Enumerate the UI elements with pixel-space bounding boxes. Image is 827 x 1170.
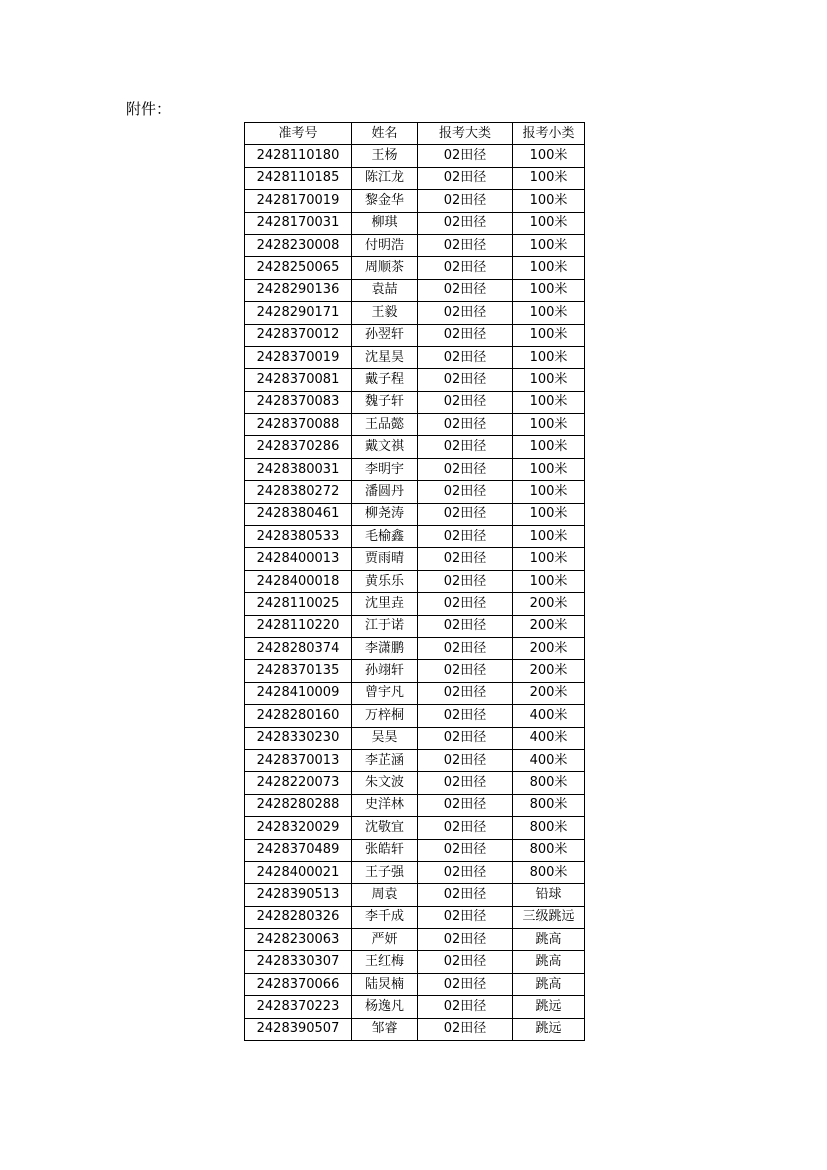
name-cell: 潘圆丹	[352, 481, 418, 503]
category-cell: 02田径	[418, 346, 513, 368]
subcategory-cell: 100米	[513, 145, 585, 167]
subcategory-cell: 100米	[513, 570, 585, 592]
name-cell: 毛榆鑫	[352, 526, 418, 548]
name-cell: 严妍	[352, 929, 418, 951]
table-row	[245, 660, 585, 682]
category-cell: 02田径	[418, 817, 513, 839]
exam-number-cell: 2428320029	[245, 817, 352, 839]
exam-number-cell: 2428370223	[245, 996, 352, 1018]
header-category: 报考大类	[418, 123, 513, 145]
exam-number-cell: 2428370088	[245, 414, 352, 436]
category-cell: 02田径	[418, 861, 513, 883]
subcategory-cell: 200米	[513, 593, 585, 615]
table-row	[245, 145, 585, 167]
table-row	[245, 324, 585, 346]
name-cell: 戴文祺	[352, 436, 418, 458]
table-row	[245, 839, 585, 861]
subcategory-cell: 100米	[513, 436, 585, 458]
category-cell: 02田径	[418, 190, 513, 212]
exam-number-cell: 2428390513	[245, 884, 352, 906]
table-header-row	[245, 123, 585, 145]
name-cell: 周顺茶	[352, 257, 418, 279]
category-cell: 02田径	[418, 794, 513, 816]
exam-number-cell: 2428380533	[245, 526, 352, 548]
subcategory-cell: 100米	[513, 503, 585, 525]
name-cell: 江于诺	[352, 615, 418, 637]
table-row	[245, 772, 585, 794]
table-row	[245, 302, 585, 324]
name-cell: 孙翊轩	[352, 660, 418, 682]
exam-number-cell: 2428380461	[245, 503, 352, 525]
table-row	[245, 212, 585, 234]
category-cell: 02田径	[418, 682, 513, 704]
name-cell: 邹睿	[352, 1018, 418, 1040]
name-cell: 李千成	[352, 906, 418, 928]
subcategory-cell: 跳高	[513, 929, 585, 951]
table-row	[245, 861, 585, 883]
name-cell: 周袁	[352, 884, 418, 906]
category-cell: 02田径	[418, 660, 513, 682]
subcategory-cell: 100米	[513, 414, 585, 436]
name-cell: 陈江龙	[352, 167, 418, 189]
exam-number-cell: 2428250065	[245, 257, 352, 279]
exam-number-cell: 2428370489	[245, 839, 352, 861]
table-row	[245, 973, 585, 995]
exam-number-cell: 2428280326	[245, 906, 352, 928]
subcategory-cell: 三级跳远	[513, 906, 585, 928]
name-cell: 王杨	[352, 145, 418, 167]
subcategory-cell: 跳高	[513, 973, 585, 995]
name-cell: 黄乐乐	[352, 570, 418, 592]
subcategory-cell: 100米	[513, 279, 585, 301]
exam-number-cell: 2428280288	[245, 794, 352, 816]
subcategory-cell: 跳远	[513, 1018, 585, 1040]
name-cell: 柳尧涛	[352, 503, 418, 525]
subcategory-cell: 200米	[513, 660, 585, 682]
exam-number-cell: 2428280374	[245, 637, 352, 659]
subcategory-cell: 200米	[513, 682, 585, 704]
table-row	[245, 817, 585, 839]
exam-number-cell: 2428370135	[245, 660, 352, 682]
category-cell: 02田径	[418, 503, 513, 525]
category-cell: 02田径	[418, 593, 513, 615]
subcategory-cell: 200米	[513, 615, 585, 637]
name-cell: 王红梅	[352, 951, 418, 973]
exam-number-cell: 2428370286	[245, 436, 352, 458]
table-row	[245, 906, 585, 928]
name-cell: 李潇鹏	[352, 637, 418, 659]
category-cell: 02田径	[418, 929, 513, 951]
category-cell: 02田径	[418, 167, 513, 189]
table-row	[245, 414, 585, 436]
category-cell: 02田径	[418, 458, 513, 480]
table-row	[245, 548, 585, 570]
subcategory-cell: 跳高	[513, 951, 585, 973]
subcategory-cell: 跳远	[513, 996, 585, 1018]
exam-number-cell: 2428410009	[245, 682, 352, 704]
exam-number-cell: 2428110185	[245, 167, 352, 189]
subcategory-cell: 100米	[513, 481, 585, 503]
table-row	[245, 794, 585, 816]
name-cell: 王品懿	[352, 414, 418, 436]
registration-table	[244, 122, 585, 1041]
name-cell: 曾宇凡	[352, 682, 418, 704]
subcategory-cell: 100米	[513, 391, 585, 413]
category-cell: 02田径	[418, 279, 513, 301]
category-cell: 02田径	[418, 212, 513, 234]
subcategory-cell: 100米	[513, 234, 585, 256]
name-cell: 沈敬宜	[352, 817, 418, 839]
header-exam-number: 准考号	[245, 123, 352, 145]
table-row	[245, 503, 585, 525]
exam-number-cell: 2428370013	[245, 749, 352, 771]
exam-number-cell: 2428290171	[245, 302, 352, 324]
category-cell: 02田径	[418, 705, 513, 727]
name-cell: 朱文波	[352, 772, 418, 794]
name-cell: 吴昊	[352, 727, 418, 749]
table-body	[245, 145, 585, 1041]
exam-number-cell: 2428330307	[245, 951, 352, 973]
subcategory-cell: 800米	[513, 817, 585, 839]
name-cell: 陆炅楠	[352, 973, 418, 995]
table-row	[245, 481, 585, 503]
exam-number-cell: 2428330230	[245, 727, 352, 749]
name-cell: 袁喆	[352, 279, 418, 301]
subcategory-cell: 800米	[513, 794, 585, 816]
subcategory-cell: 100米	[513, 302, 585, 324]
exam-number-cell: 2428400021	[245, 861, 352, 883]
table-row	[245, 190, 585, 212]
exam-number-cell: 2428220073	[245, 772, 352, 794]
exam-number-cell: 2428170031	[245, 212, 352, 234]
table-row	[245, 884, 585, 906]
name-cell: 黎金华	[352, 190, 418, 212]
category-cell: 02田径	[418, 234, 513, 256]
exam-number-cell: 2428170019	[245, 190, 352, 212]
table-row	[245, 637, 585, 659]
subcategory-cell: 铅球	[513, 884, 585, 906]
subcategory-cell: 400米	[513, 727, 585, 749]
table-row	[245, 749, 585, 771]
exam-number-cell: 2428380031	[245, 458, 352, 480]
name-cell: 魏子轩	[352, 391, 418, 413]
category-cell: 02田径	[418, 257, 513, 279]
table-row	[245, 615, 585, 637]
exam-number-cell: 2428110180	[245, 145, 352, 167]
table-row	[245, 458, 585, 480]
subcategory-cell: 100米	[513, 548, 585, 570]
subcategory-cell: 100米	[513, 526, 585, 548]
category-cell: 02田径	[418, 369, 513, 391]
name-cell: 沈里垚	[352, 593, 418, 615]
table-row	[245, 727, 585, 749]
header-name: 姓名	[352, 123, 418, 145]
name-cell: 贾雨晴	[352, 548, 418, 570]
table-row	[245, 705, 585, 727]
exam-number-cell: 2428370066	[245, 973, 352, 995]
name-cell: 杨逸凡	[352, 996, 418, 1018]
subcategory-cell: 100米	[513, 324, 585, 346]
category-cell: 02田径	[418, 637, 513, 659]
exam-number-cell: 2428370083	[245, 391, 352, 413]
category-cell: 02田径	[418, 839, 513, 861]
name-cell: 张皓轩	[352, 839, 418, 861]
subcategory-cell: 200米	[513, 637, 585, 659]
category-cell: 02田径	[418, 996, 513, 1018]
exam-number-cell: 2428230063	[245, 929, 352, 951]
subcategory-cell: 100米	[513, 458, 585, 480]
name-cell: 柳琪	[352, 212, 418, 234]
table-row	[245, 570, 585, 592]
subcategory-cell: 100米	[513, 212, 585, 234]
name-cell: 李明宇	[352, 458, 418, 480]
category-cell: 02田径	[418, 772, 513, 794]
table-row	[245, 391, 585, 413]
table-row	[245, 234, 585, 256]
category-cell: 02田径	[418, 414, 513, 436]
subcategory-cell: 100米	[513, 369, 585, 391]
table-row	[245, 1018, 585, 1040]
exam-number-cell: 2428290136	[245, 279, 352, 301]
table-row	[245, 682, 585, 704]
attachment-label: 附件：	[126, 100, 172, 118]
name-cell: 戴子程	[352, 369, 418, 391]
table-row	[245, 929, 585, 951]
category-cell: 02田径	[418, 615, 513, 637]
exam-number-cell: 2428110220	[245, 615, 352, 637]
category-cell: 02田径	[418, 324, 513, 346]
table-row	[245, 369, 585, 391]
category-cell: 02田径	[418, 436, 513, 458]
exam-number-cell: 2428370012	[245, 324, 352, 346]
header-subcategory: 报考小类	[513, 123, 585, 145]
subcategory-cell: 100米	[513, 190, 585, 212]
table-row	[245, 996, 585, 1018]
name-cell: 付明浩	[352, 234, 418, 256]
category-cell: 02田径	[418, 1018, 513, 1040]
exam-number-cell: 2428400018	[245, 570, 352, 592]
table-row	[245, 593, 585, 615]
table-row	[245, 436, 585, 458]
exam-number-cell: 2428380272	[245, 481, 352, 503]
name-cell: 王毅	[352, 302, 418, 324]
category-cell: 02田径	[418, 884, 513, 906]
subcategory-cell: 800米	[513, 861, 585, 883]
table-row	[245, 951, 585, 973]
subcategory-cell: 800米	[513, 839, 585, 861]
category-cell: 02田径	[418, 145, 513, 167]
name-cell: 孙翌轩	[352, 324, 418, 346]
category-cell: 02田径	[418, 906, 513, 928]
name-cell: 史洋林	[352, 794, 418, 816]
subcategory-cell: 400米	[513, 705, 585, 727]
name-cell: 王子强	[352, 861, 418, 883]
exam-number-cell: 2428230008	[245, 234, 352, 256]
category-cell: 02田径	[418, 481, 513, 503]
category-cell: 02田径	[418, 526, 513, 548]
name-cell: 李芷涵	[352, 749, 418, 771]
category-cell: 02田径	[418, 973, 513, 995]
subcategory-cell: 100米	[513, 167, 585, 189]
exam-number-cell: 2428110025	[245, 593, 352, 615]
table-row	[245, 279, 585, 301]
subcategory-cell: 800米	[513, 772, 585, 794]
table-row	[245, 167, 585, 189]
exam-number-cell: 2428280160	[245, 705, 352, 727]
category-cell: 02田径	[418, 727, 513, 749]
subcategory-cell: 100米	[513, 346, 585, 368]
exam-number-cell: 2428370019	[245, 346, 352, 368]
subcategory-cell: 400米	[513, 749, 585, 771]
category-cell: 02田径	[418, 302, 513, 324]
category-cell: 02田径	[418, 749, 513, 771]
exam-number-cell: 2428390507	[245, 1018, 352, 1040]
category-cell: 02田径	[418, 548, 513, 570]
table-row	[245, 257, 585, 279]
exam-number-cell: 2428400013	[245, 548, 352, 570]
name-cell: 沈星昊	[352, 346, 418, 368]
table-row	[245, 346, 585, 368]
category-cell: 02田径	[418, 951, 513, 973]
category-cell: 02田径	[418, 570, 513, 592]
exam-number-cell: 2428370081	[245, 369, 352, 391]
name-cell: 万梓桐	[352, 705, 418, 727]
subcategory-cell: 100米	[513, 257, 585, 279]
category-cell: 02田径	[418, 391, 513, 413]
table-row	[245, 526, 585, 548]
